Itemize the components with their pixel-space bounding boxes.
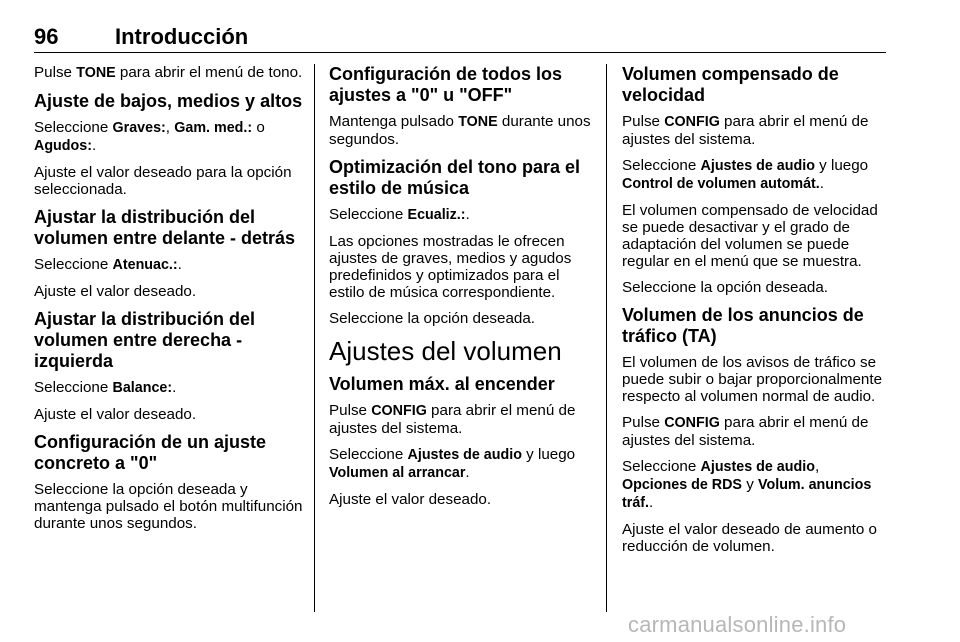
paragraph: Ajuste el valor deseado para la opción seleccionada. [34, 164, 292, 198]
paragraph: Seleccione Graves:, Gam. med.: o Agudos:. [34, 119, 265, 154]
section-heading: Configuración de todos los ajustes a "0" u "OFF" [329, 64, 562, 105]
paragraph: Ajuste el valor deseado. [34, 283, 197, 300]
section-heading: Volumen de los anuncios de tráfico (TA) [622, 305, 864, 346]
section-heading: Volumen compensado de velocidad [622, 64, 839, 105]
column-divider [606, 64, 607, 612]
page-number: 96 [34, 24, 59, 49]
paragraph: Pulse TONE para abrir el menú de tono. [34, 64, 303, 81]
paragraph: Ajuste el valor deseado de aumento o reducción de volumen. [622, 521, 877, 555]
page-title: Introducción [115, 24, 249, 49]
paragraph: Seleccione la opción deseada. [329, 310, 536, 327]
section-heading: Ajuste de bajos, medios y altos [34, 91, 303, 111]
paragraph: Seleccione la opción deseada y mantenga pulsado el botón multifunción durante unos segundos. [34, 481, 303, 532]
paragraph: Seleccione Ajustes de audio, Opciones de RDS y Volum. anuncios tráf.. [622, 458, 872, 511]
paragraph: El volumen de los avisos de tráfico se puede subir o bajar proporcionalmente respecto al volumen normal de audio. [622, 354, 883, 405]
paragraph: Pulse CONFIG para abrir el menú de ajustes del sistema. [622, 414, 869, 449]
paragraph: El volumen compensado de velocidad se puede desactivar y el grado de adaptación del volumen se puede regular en el menú que se muestra. [622, 202, 878, 270]
section-heading: Configuración de un ajuste concreto a "0" [34, 432, 267, 473]
column-3 [622, 64, 888, 564]
chapter-heading: Ajustes del volumen [329, 336, 562, 366]
column-divider [314, 64, 315, 612]
section-heading: Volumen máx. al encender [329, 374, 555, 394]
paragraph: Mantenga pulsado TONE durante unos segundos. [329, 113, 591, 148]
column-2 [329, 64, 591, 517]
paragraph: Pulse CONFIG para abrir el menú de ajustes del sistema. [329, 402, 576, 437]
column-1 [34, 64, 306, 541]
paragraph: Ajuste el valor deseado. [34, 406, 197, 423]
paragraph: Seleccione Ajustes de audio y luego Control de volumen automát.. [622, 157, 869, 192]
paragraph: Pulse CONFIG para abrir el menú de ajustes del sistema. [622, 113, 869, 148]
section-heading: Ajustar la distribución del volumen entre derecha - izquierda [34, 309, 256, 371]
paragraph: Ajuste el valor deseado. [329, 491, 492, 508]
paragraph: Seleccione la opción deseada. [622, 279, 829, 296]
section-heading: Ajustar la distribución del volumen entre delante - detrás [34, 207, 296, 248]
paragraph: Seleccione Atenuac.:. [34, 256, 182, 273]
paragraph: Seleccione Ajustes de audio y luego Volumen al arrancar. [329, 446, 576, 481]
paragraph: Seleccione Ecualiz.:. [329, 206, 470, 223]
watermark: carmanualsonline.info [628, 612, 847, 637]
paragraph: Las opciones mostradas le ofrecen ajustes de graves, medios y agudos predefinidos y optimizados para el estilo de música correspondiente. [329, 233, 572, 301]
paragraph: Seleccione Balance:. [34, 379, 177, 396]
page-header [34, 22, 886, 53]
section-heading: Optimización del tono para el estilo de música [329, 157, 581, 198]
